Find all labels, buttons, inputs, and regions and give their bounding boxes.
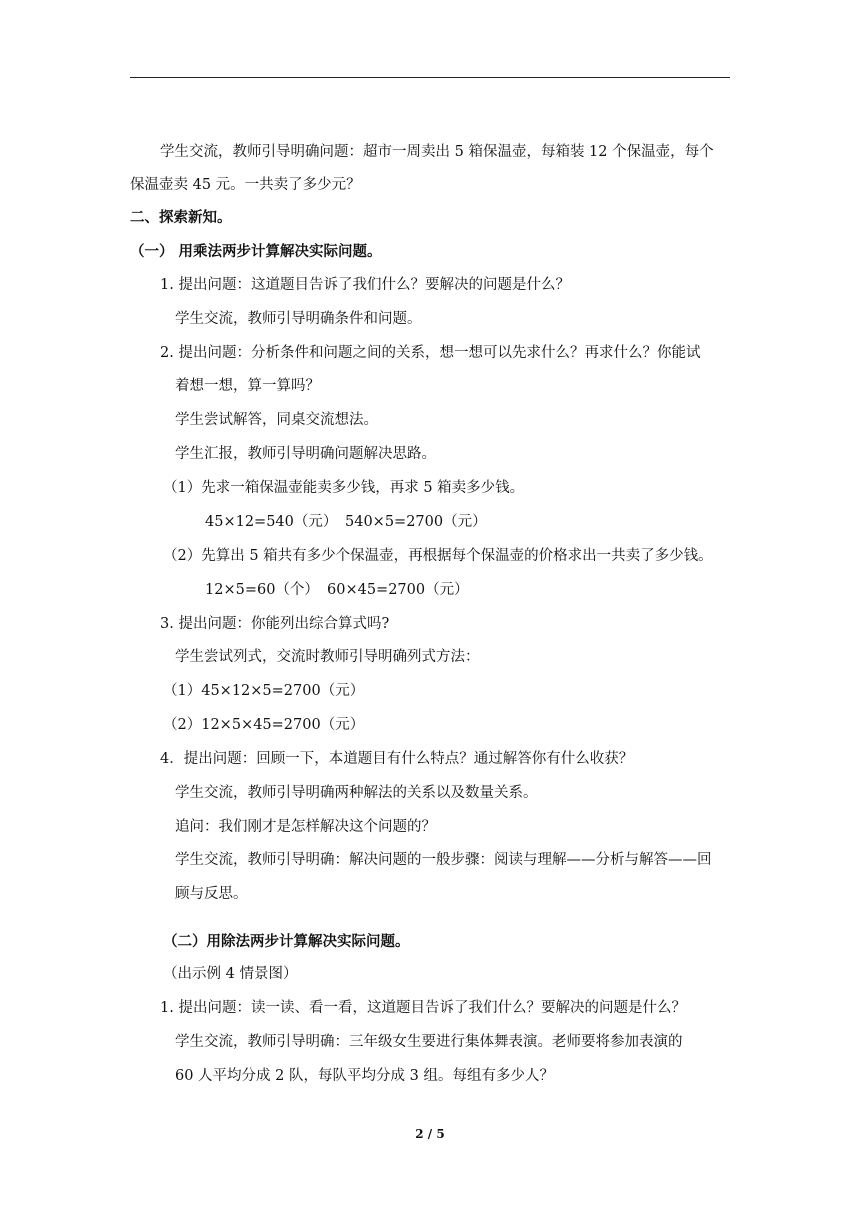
paragraph-line: 学生交流，教师引导明确：三年级女生要进行集体舞表演。老师要将参加表演的 — [175, 1034, 683, 1050]
paragraph-line: 学生交流，教师引导明确：解决问题的一般步骤：阅读与理解——分析与解答——回 — [175, 852, 712, 868]
paragraph-line: 学生交流，教师引导明确两种解法的关系以及数量关系。 — [175, 785, 538, 801]
list-item: 3. 提出问题：你能列出综合算式吗? — [160, 616, 390, 632]
paragraph-line: 学生汇报，教师引导明确问题解决思路。 — [175, 446, 436, 462]
page-number: 2 / 5 — [415, 1127, 445, 1141]
list-item: 2. 提出问题：分析条件和问题之间的关系，想一想可以先求什么？再求什么？你能试 — [160, 345, 701, 361]
paragraph-line: 学生交流，教师引导明确条件和问题。 — [175, 311, 422, 327]
list-item: （2）先算出 5 箱共有多少个保温壶，再根据每个保温壶的价格求出一共卖了多少钱。 — [163, 548, 713, 564]
header-rule — [130, 77, 730, 78]
list-item: 4．提出问题：回顾一下，本道题目有什么特点？通过解答你有什么收获？ — [160, 751, 634, 767]
section-heading: 二、探索新知。 — [130, 209, 232, 226]
paragraph-line: 保温壶卖 45 元。一共卖了多少元？ — [130, 177, 361, 193]
paragraph-line: 学生尝试列式，交流时教师引导明确列式方法： — [175, 649, 480, 665]
paragraph-line: 着想一想，算一算吗？ — [175, 378, 320, 394]
paragraph-line: 追问：我们刚才是怎样解决这个问题的？ — [175, 819, 436, 835]
equation: 45×12=540（元） — [205, 514, 338, 530]
equation: 540×5=2700（元） — [345, 514, 487, 530]
paragraph-line: （出示例 4 情景图） — [163, 966, 298, 982]
equation: 12×5=60（个） — [205, 582, 319, 598]
equation: 60×45=2700（元） — [327, 582, 469, 598]
list-item: 1. 提出问题：读一读、看一看，这道题目告诉了我们什么？要解决的问题是什么？ — [160, 1000, 686, 1016]
paragraph-line: 学生交流，教师引导明确问题：超市一周卖出 5 箱保温壶，每箱装 12 个保温壶，每个 — [160, 144, 714, 160]
list-item: （2）12×5×45=2700（元） — [163, 717, 365, 733]
subsection-heading: （一） 用乘法两步计算解决实际问题。 — [130, 243, 382, 260]
list-item: （1）45×12×5=2700（元） — [163, 683, 365, 699]
paragraph-line: 顾与反思。 — [175, 886, 248, 902]
list-item: 1. 提出问题：这道题目告诉了我们什么？要解决的问题是什么？ — [160, 277, 570, 293]
paragraph-line: 60 人平均分成 2 队，每队平均分成 3 组。每组有多少人？ — [175, 1068, 554, 1084]
paragraph-line: 学生尝试解答，同桌交流想法。 — [175, 412, 378, 428]
subsection-heading: （二）用除法两步计算解决实际问题。 — [163, 933, 410, 950]
list-item: （1）先求一箱保温壶能卖多少钱，再求 5 箱卖多少钱。 — [163, 480, 525, 496]
